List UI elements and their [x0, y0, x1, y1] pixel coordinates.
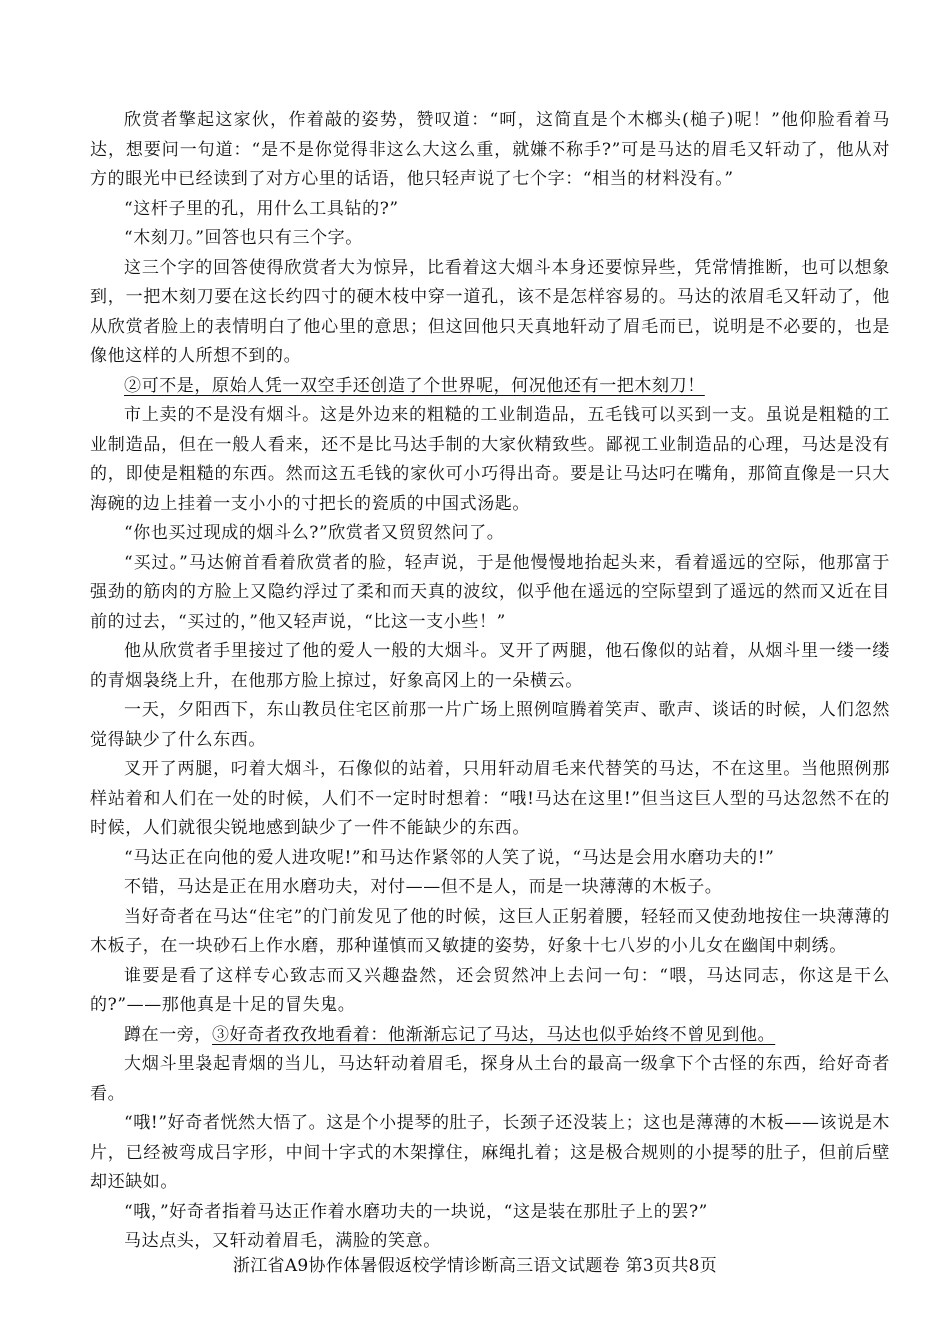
text-run: 他从欣赏者手里接过了他的爱人一般的大烟斗。叉开了两腿，他石像似的站着，从烟斗里一缕一缕的青烟袅绕上升，在他那方脸上掠过，好象高冈上的一朵横云。 [90, 641, 890, 691]
paragraph [90, 844, 890, 874]
paragraph [90, 519, 890, 549]
paragraph [90, 106, 890, 195]
text-run: 市上卖的不是没有烟斗。这是外边来的粗糙的工业制造品，五毛钱可以买到一支。虽说是粗糙的工业制造品，但在一般人看来，还不是比马达手制的大家伙精致些。鄙视工业制造品的心理，马达是没有的，即使是粗糙的东西。然而这五毛钱的家伙可小巧得出奇。要是让马达叼在嘴角，那简直像是一只大海碗的边上挂着一支小小的寸把长的瓷质的中国式汤匙。 [90, 405, 890, 514]
text-run: 马达点头，又轩动着眉毛，满脸的笑意。 [124, 1231, 441, 1251]
text-run: “木刻刀。”回答也只有三个字。 [124, 228, 363, 248]
text-run: “哦，”好奇者指着马达正作着水磨功夫的一块说，“这是装在那肚子上的罢?” [124, 1201, 708, 1222]
page-footer: 浙江省A9协作体暑假返校学情诊断高三语文试题卷 第3页共8页 [232, 1256, 718, 1276]
paragraph [90, 372, 890, 402]
article-body [90, 106, 890, 1257]
paragraph [90, 1109, 890, 1198]
paragraph [90, 195, 890, 225]
paragraph [90, 962, 890, 1021]
paragraph [90, 254, 890, 372]
text-run: 谁要是看了这样专心致志而又兴趣盎然，还会贸然冲上去问一句：“喂，马达同志，你这是干么的?”——那他真是十足的冒失鬼。 [90, 965, 890, 1015]
text-run: 这三个字的回答使得欣赏者大为惊异，比看着这大烟斗本身还要惊异些，凭常情推断，也可以想象到，一把木刻刀要在这长约四寸的硬木枝中穿一道孔，该不是怎样容易的。马达的浓眉毛又轩动了，他从欣赏者脸上的表情明白了他心里的意思；但这回他只天真地轩动了眉毛而已，说明是不必要的，也是像他这样的人所想不到的。 [90, 257, 890, 366]
text-run: 欣赏者擎起这家伙，作着敲的姿势，赞叹道：“呵，这简直是个木榔头(槌子)呢！”他仰脸看着马达，想要问一句道：“是不是你觉得非这么大这么重，就嫌不称手?”可是马达的眉毛又轩动了，他从对方的眼光中已经读到了对方心里的话语，他只轻声说了七个字：“相当的材料没有。” [90, 110, 890, 189]
text-run: 不错，马达是正在用水磨功夫，对付——但不是人，而是一块薄薄的木板子。 [124, 877, 723, 897]
paragraph [90, 1050, 890, 1109]
text-run: “马达正在向他的爱人进攻呢!”和马达作紧邻的人笑了说，“马达是会用水磨功夫的!” [124, 847, 775, 868]
paragraph [90, 1021, 890, 1051]
text-run: “买过。”马达俯首看着欣赏者的脸，轻声说，于是他慢慢地抬起头来，看着遥远的空际，他那富于强劲的筋肉的方脸上又隐约浮过了柔和而天真的波纹，似乎他在遥远的空际望到了遥远的然而又近在目前的过去，“买过的，”他又轻声说，“比这一支小些！” [90, 552, 890, 632]
paragraph [90, 401, 890, 519]
paragraph [90, 873, 890, 903]
text-run: 叉开了两腿，叼着大烟斗，石像似的站着，只用轩动眉毛来代替笑的马达，不在这里。当他照例那样站着和人们在一处的时候，人们不一定时时想着：“哦!马达在这里!”但当这巨人型的马达忽然不在的时候，人们就很尖锐地感到缺少了一件不能缺少的东西。 [90, 759, 890, 838]
text-run: 当好奇者在马达“住宅”的门前发见了他的时候，这巨人正躬着腰，轻轻而又使劲地按住一块薄薄的木板子，在一块砂石上作水磨，那种谨慎而又敏捷的姿势，好象十七八岁的小儿女在幽闺中刺绣。 [90, 906, 890, 956]
text-run: 大烟斗里袅起青烟的当儿，马达轩动着眉毛，探身从土台的最高一级拿下个古怪的东西，给好奇者看。 [90, 1054, 890, 1104]
text-run: “这杆子里的孔，用什么工具钻的?” [124, 198, 399, 219]
paragraph [90, 637, 890, 696]
paragraph [90, 755, 890, 844]
text-run: 蹲在一旁， [124, 1024, 212, 1045]
paragraph [90, 903, 890, 962]
paragraph [90, 549, 890, 638]
text-run: 一天，夕阳西下，东山教员住宅区前那一片广场上照例喧腾着笑声、歌声、谈话的时候，人们忽然觉得缺少了什么东西。 [90, 700, 890, 750]
paragraph [90, 696, 890, 755]
underlined-sentence: ②可不是，原始人凭一双空手还创造了个世界呢，何况他还有一把木刻刀！ [124, 375, 705, 396]
paragraph [90, 224, 890, 254]
text-run: “哦!”好奇者恍然大悟了。这是个小提琴的肚子，长颈子还没装上；这也是薄薄的木板——该说是木片，已经被弯成吕字形，中间十字式的木架撑住，麻绳扎着；这是极合规则的小提琴的肚子，但前后壁却还缺如。 [90, 1113, 890, 1192]
underlined-sentence: ③好奇者孜孜地看着：他渐渐忘记了马达，马达也似乎始终不曾见到他。 [212, 1024, 776, 1045]
paragraph [90, 1198, 890, 1228]
text-run: “你也买过现成的烟斗么?”欣赏者又贸贸然问了。 [124, 523, 505, 543]
